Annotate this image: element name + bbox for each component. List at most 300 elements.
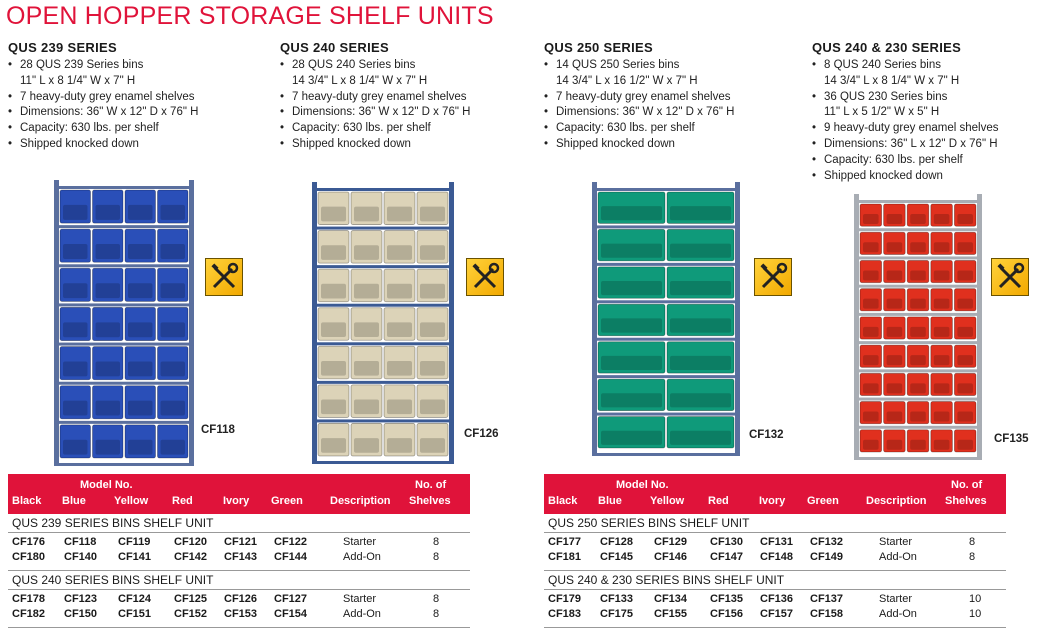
bin-front-opening bbox=[934, 412, 950, 422]
table-cell: CF134 bbox=[654, 593, 688, 605]
table-cell: 8 bbox=[433, 593, 440, 605]
table-cell: CF152 bbox=[174, 608, 208, 620]
spec-item bbox=[812, 153, 1062, 169]
table-cell: CF179 bbox=[548, 593, 582, 605]
spec-item bbox=[8, 58, 258, 90]
bin-front-opening bbox=[670, 431, 731, 445]
bin-front-opening bbox=[128, 244, 153, 259]
spec-line: 14 3/4" L x 8 1/4" W x 7" H bbox=[824, 74, 960, 87]
series-block-239 bbox=[8, 40, 258, 153]
table-cell: 8 bbox=[433, 551, 440, 563]
shelf-board bbox=[854, 313, 982, 316]
bin-front-opening bbox=[910, 299, 926, 309]
column-header-green: Green bbox=[271, 495, 303, 507]
bin-front-opening bbox=[354, 245, 379, 260]
bin-front-opening bbox=[354, 207, 379, 222]
column-header-yellow: Yellow bbox=[650, 495, 685, 507]
bin-front-opening bbox=[601, 356, 662, 370]
bin-front-opening bbox=[887, 299, 903, 309]
shelf-board bbox=[54, 186, 194, 189]
bin-front-opening bbox=[863, 440, 879, 450]
bin-front-opening bbox=[96, 205, 121, 220]
spec-item bbox=[8, 137, 258, 153]
bin-front-opening bbox=[63, 244, 88, 259]
model-table-left bbox=[8, 474, 470, 628]
bin-front-opening bbox=[957, 214, 973, 224]
shelf-board bbox=[592, 300, 740, 303]
spec-line: • Dimensions: 36" L x 12" D x 76" H bbox=[824, 137, 998, 150]
bin-front-opening bbox=[420, 207, 445, 222]
spec-line: • 8 QUS 240 Series bins bbox=[824, 59, 941, 71]
spec-line: • 28 QUS 239 Series bins bbox=[20, 59, 144, 71]
spec-line: • Capacity: 630 lbs. per shelf bbox=[824, 153, 963, 166]
spec-line: • Capacity: 630 lbs. per shelf bbox=[292, 122, 431, 135]
table-cell: CF151 bbox=[118, 608, 152, 620]
bin-front-opening bbox=[601, 318, 662, 332]
bin-front-opening bbox=[420, 361, 445, 376]
column-header-ivory: Ivory bbox=[759, 495, 786, 507]
section-divider bbox=[544, 622, 1006, 628]
bin-front-opening bbox=[601, 393, 662, 407]
series-block-240 bbox=[280, 40, 530, 153]
column-header-red: Red bbox=[708, 495, 729, 507]
bin-front-opening bbox=[934, 270, 950, 280]
bin-front-opening bbox=[934, 214, 950, 224]
spec-line: • 36 QUS 230 Series bins bbox=[824, 90, 948, 103]
table-cell: Starter bbox=[879, 536, 913, 548]
spec-list bbox=[8, 58, 258, 153]
spec-item bbox=[812, 58, 1062, 90]
shelf-board bbox=[312, 304, 454, 307]
bin-front-opening bbox=[601, 244, 662, 258]
column-header-no-of: No. of bbox=[951, 479, 983, 491]
spec-item bbox=[280, 90, 530, 106]
column-header-ivory: Ivory bbox=[223, 495, 250, 507]
shelf-board bbox=[854, 200, 982, 203]
bin-front-opening bbox=[96, 283, 121, 298]
shelf-board bbox=[854, 398, 982, 401]
table-cell: CF146 bbox=[654, 551, 688, 563]
bin-front-opening bbox=[387, 245, 412, 260]
series-heading: QUS 240 & 230 SERIES bbox=[812, 40, 962, 55]
shelf-board bbox=[312, 265, 454, 268]
spec-item bbox=[280, 58, 530, 90]
bin-front-opening bbox=[354, 361, 379, 376]
bin-front-opening bbox=[420, 322, 445, 337]
bin-front-opening bbox=[354, 438, 379, 453]
bin-front-opening bbox=[63, 401, 88, 416]
section-title: QUS 240 & 230 SERIES BINS SHELF UNIT bbox=[544, 571, 1006, 590]
table-cell: CF125 bbox=[174, 593, 208, 605]
bin-front-opening bbox=[887, 440, 903, 450]
shelf-board bbox=[54, 421, 194, 424]
bin-front-opening bbox=[957, 327, 973, 337]
shelf-board bbox=[312, 342, 454, 345]
bin-front-opening bbox=[354, 322, 379, 337]
spec-item bbox=[8, 105, 258, 121]
spec-line: • Dimensions: 36" W x 12" D x 76" H bbox=[20, 106, 199, 119]
table-cell: CF143 bbox=[224, 551, 258, 563]
bin-front-opening bbox=[863, 242, 879, 252]
column-header-blue: Blue bbox=[598, 495, 622, 507]
table-cell: CF157 bbox=[760, 608, 794, 620]
bin-front-opening bbox=[957, 270, 973, 280]
spec-line: • 7 heavy-duty grey enamel shelves bbox=[292, 90, 467, 103]
shelf-board bbox=[592, 413, 740, 416]
bin-front-opening bbox=[161, 440, 186, 455]
bin-front-opening bbox=[957, 440, 973, 450]
table-cell: CF158 bbox=[810, 608, 844, 620]
column-header-description: Description bbox=[330, 495, 391, 507]
bin-front-opening bbox=[63, 361, 88, 376]
spec-line: • Shipped knocked down bbox=[292, 137, 411, 150]
table-cell: CF141 bbox=[118, 551, 152, 563]
bin-front-opening bbox=[420, 400, 445, 415]
table-cell: CF149 bbox=[810, 551, 844, 563]
bin-front-opening bbox=[670, 393, 731, 407]
table-cell: CF181 bbox=[548, 551, 582, 563]
spec-line: 11" L x 5 1/2" W x 5" H bbox=[824, 106, 940, 119]
bin-front-opening bbox=[910, 270, 926, 280]
table-cell: CF121 bbox=[224, 536, 258, 548]
spec-line: • 7 heavy-duty grey enamel shelves bbox=[556, 90, 731, 103]
table-cell: CF126 bbox=[224, 593, 258, 605]
section-divider bbox=[8, 622, 470, 628]
bin-front-opening bbox=[96, 401, 121, 416]
table-cell: CF129 bbox=[654, 536, 688, 548]
spec-item bbox=[812, 169, 1062, 185]
bin-front-opening bbox=[601, 206, 662, 220]
shelf-board bbox=[54, 463, 194, 466]
shelf-board bbox=[854, 341, 982, 344]
spec-item bbox=[812, 121, 1062, 137]
shelf-board bbox=[592, 263, 740, 266]
bin-front-opening bbox=[957, 242, 973, 252]
bin-front-opening bbox=[128, 361, 153, 376]
spec-item bbox=[544, 58, 794, 90]
table-cell: CF132 bbox=[810, 536, 844, 548]
table-cell: CF182 bbox=[12, 608, 46, 620]
table-cell: Starter bbox=[343, 536, 377, 548]
bin-front-opening bbox=[128, 401, 153, 416]
shelf-post bbox=[977, 194, 982, 460]
column-header-red: Red bbox=[172, 495, 193, 507]
bin-front-opening bbox=[863, 412, 879, 422]
table-cell: CF177 bbox=[548, 536, 582, 548]
bin-front-opening bbox=[420, 284, 445, 299]
spec-line: • 14 QUS 250 Series bins bbox=[556, 59, 680, 71]
table-row bbox=[544, 550, 1006, 565]
bin-front-opening bbox=[887, 383, 903, 393]
spec-item bbox=[544, 137, 794, 153]
section-title: QUS 239 SERIES BINS SHELF UNIT bbox=[8, 514, 470, 533]
bin-front-opening bbox=[387, 438, 412, 453]
page-title: OPEN HOPPER STORAGE SHELF UNITS bbox=[6, 2, 494, 30]
bin-front-opening bbox=[321, 284, 346, 299]
bin-front-opening bbox=[63, 322, 88, 337]
column-header-green: Green bbox=[807, 495, 839, 507]
shelf-board bbox=[854, 457, 982, 460]
table-header bbox=[544, 474, 1006, 514]
section-title: QUS 250 SERIES BINS SHELF UNIT bbox=[544, 514, 1006, 533]
bin-front-opening bbox=[887, 270, 903, 280]
bin-front-opening bbox=[670, 244, 731, 258]
table-cell: CF145 bbox=[600, 551, 634, 563]
table-cell: CF122 bbox=[274, 536, 308, 548]
table-cell: Starter bbox=[343, 593, 377, 605]
spec-line: 14 3/4" L x 8 1/4" W x 7" H bbox=[292, 74, 428, 87]
table-cell: 8 bbox=[969, 536, 976, 548]
bin-front-opening bbox=[957, 299, 973, 309]
shelf-board bbox=[54, 382, 194, 385]
shelf-board bbox=[312, 419, 454, 422]
bin-front-opening bbox=[910, 440, 926, 450]
table-cell: CF133 bbox=[600, 593, 634, 605]
spec-line: • 7 heavy-duty grey enamel shelves bbox=[20, 90, 195, 103]
table-cell: 8 bbox=[969, 551, 976, 563]
bin-front-opening bbox=[934, 242, 950, 252]
shelf-board bbox=[592, 338, 740, 341]
bin-front-opening bbox=[161, 401, 186, 416]
table-cell: CF153 bbox=[224, 608, 258, 620]
spec-line: • Dimensions: 36" W x 12" D x 76" H bbox=[292, 106, 471, 119]
shelf-board bbox=[312, 227, 454, 230]
shelf-unit-image-239 bbox=[54, 180, 194, 466]
bin-front-opening bbox=[63, 440, 88, 455]
bin-front-opening bbox=[957, 412, 973, 422]
shelf-board bbox=[854, 369, 982, 372]
spec-line: • Capacity: 630 lbs. per shelf bbox=[556, 122, 695, 135]
bin-front-opening bbox=[387, 207, 412, 222]
shelf-unit-image-240 bbox=[312, 182, 454, 464]
spec-item bbox=[8, 121, 258, 137]
spec-line: 14 3/4" L x 16 1/2" W x 7" H bbox=[556, 74, 698, 87]
bin-front-opening bbox=[957, 355, 973, 365]
bin-front-opening bbox=[601, 431, 662, 445]
bin-front-opening bbox=[910, 214, 926, 224]
table-cell: CF124 bbox=[118, 593, 152, 605]
shelf-board bbox=[54, 225, 194, 228]
bin-front-opening bbox=[910, 355, 926, 365]
bin-front-opening bbox=[354, 400, 379, 415]
bin-front-opening bbox=[387, 284, 412, 299]
bin-front-opening bbox=[601, 281, 662, 295]
bin-front-opening bbox=[420, 245, 445, 260]
spec-item bbox=[544, 90, 794, 106]
shelf-board bbox=[592, 375, 740, 378]
bin-front-opening bbox=[670, 206, 731, 220]
table-cell: 10 bbox=[969, 593, 982, 605]
table-cell: CF144 bbox=[274, 551, 308, 563]
table-cell: CF128 bbox=[600, 536, 634, 548]
spec-line: • Shipped knocked down bbox=[824, 169, 943, 182]
bin-front-opening bbox=[321, 207, 346, 222]
assembly-tools-icon bbox=[466, 258, 504, 296]
table-cell: CF127 bbox=[274, 593, 308, 605]
shelf-unit-image-250 bbox=[592, 182, 740, 456]
bin-front-opening bbox=[863, 214, 879, 224]
shelf-board bbox=[54, 264, 194, 267]
spec-line: • Dimensions: 36" W x 12" D x 76" H bbox=[556, 106, 735, 119]
table-cell: CF137 bbox=[810, 593, 844, 605]
shelf-board bbox=[592, 225, 740, 228]
bin-front-opening bbox=[161, 283, 186, 298]
table-cell: CF131 bbox=[760, 536, 794, 548]
column-header-shelves: Shelves bbox=[945, 495, 987, 507]
bin-front-opening bbox=[887, 327, 903, 337]
table-cell: 8 bbox=[433, 608, 440, 620]
bin-front-opening bbox=[321, 322, 346, 337]
spec-line: • 28 QUS 240 Series bins bbox=[292, 59, 416, 71]
bin-front-opening bbox=[887, 214, 903, 224]
column-header-model-no: Model No. bbox=[616, 479, 669, 491]
bin-front-opening bbox=[161, 205, 186, 220]
bin-front-opening bbox=[161, 244, 186, 259]
shelf-board bbox=[854, 228, 982, 231]
bin-front-opening bbox=[863, 327, 879, 337]
shelf-board bbox=[592, 453, 740, 456]
table-row bbox=[544, 535, 1006, 550]
table-cell: CF175 bbox=[600, 608, 634, 620]
spec-item bbox=[812, 90, 1062, 122]
assembly-tools-icon bbox=[205, 258, 243, 296]
table-cell: CF135 bbox=[710, 593, 744, 605]
table-row bbox=[544, 592, 1006, 607]
table-cell: CF123 bbox=[64, 593, 98, 605]
bin-front-opening bbox=[321, 400, 346, 415]
bin-front-opening bbox=[910, 242, 926, 252]
bin-front-opening bbox=[934, 383, 950, 393]
table-cell: 8 bbox=[433, 536, 440, 548]
table-cell: CF148 bbox=[760, 551, 794, 563]
column-header-shelves: Shelves bbox=[409, 495, 451, 507]
series-heading: QUS 240 SERIES bbox=[280, 40, 389, 55]
bin-front-opening bbox=[863, 355, 879, 365]
spec-item bbox=[812, 137, 1062, 153]
bin-front-opening bbox=[957, 383, 973, 393]
table-cell: Starter bbox=[879, 593, 913, 605]
table-cell: CF183 bbox=[548, 608, 582, 620]
table-cell: Add-On bbox=[879, 608, 917, 620]
bin-front-opening bbox=[63, 283, 88, 298]
bin-front-opening bbox=[910, 412, 926, 422]
column-header-black: Black bbox=[548, 495, 578, 507]
bin-front-opening bbox=[321, 438, 346, 453]
series-block-240-230 bbox=[812, 40, 1062, 184]
shelf-post bbox=[854, 194, 859, 460]
table-cell: CF147 bbox=[710, 551, 744, 563]
section-title: QUS 240 SERIES BINS SHELF UNIT bbox=[8, 571, 470, 590]
spec-item bbox=[544, 121, 794, 137]
table-cell: CF154 bbox=[274, 608, 308, 620]
bin-front-opening bbox=[887, 242, 903, 252]
bin-front-opening bbox=[670, 356, 731, 370]
table-row bbox=[544, 607, 1006, 622]
spec-line: 11" L x 8 1/4" W x 7" H bbox=[20, 74, 136, 87]
series-block-250 bbox=[544, 40, 794, 153]
bin-front-opening bbox=[670, 318, 731, 332]
table-cell: CF176 bbox=[12, 536, 46, 548]
table-cell: CF130 bbox=[710, 536, 744, 548]
table-row bbox=[8, 592, 470, 607]
bin-front-opening bbox=[321, 245, 346, 260]
spec-line: • Capacity: 630 lbs. per shelf bbox=[20, 122, 159, 135]
series-heading: QUS 239 SERIES bbox=[8, 40, 117, 55]
table-cell: CF180 bbox=[12, 551, 46, 563]
column-header-description: Description bbox=[866, 495, 927, 507]
bin-front-opening bbox=[128, 283, 153, 298]
product-code-label: CF132 bbox=[749, 429, 784, 441]
shelf-board bbox=[312, 461, 454, 464]
table-cell: CF136 bbox=[760, 593, 794, 605]
table-row bbox=[8, 535, 470, 550]
bin-front-opening bbox=[96, 440, 121, 455]
bin-front-opening bbox=[128, 322, 153, 337]
bin-front-opening bbox=[934, 440, 950, 450]
bin-front-opening bbox=[420, 438, 445, 453]
product-code-label: CF118 bbox=[201, 424, 235, 436]
table-cell: Add-On bbox=[343, 608, 381, 620]
table-cell: CF156 bbox=[710, 608, 744, 620]
bin-front-opening bbox=[910, 383, 926, 393]
product-code-label: CF135 bbox=[994, 433, 1029, 445]
spec-item bbox=[280, 137, 530, 153]
table-cell: CF119 bbox=[118, 536, 151, 548]
series-heading: QUS 250 SERIES bbox=[544, 40, 653, 55]
spec-line: • Shipped knocked down bbox=[556, 137, 675, 150]
shelf-board bbox=[592, 188, 740, 191]
bin-front-opening bbox=[96, 361, 121, 376]
table-cell: CF118 bbox=[64, 536, 97, 548]
table-cell: CF142 bbox=[174, 551, 208, 563]
spec-line: • Shipped knocked down bbox=[20, 137, 139, 150]
spec-item bbox=[8, 90, 258, 106]
bin-front-opening bbox=[863, 299, 879, 309]
column-header-blue: Blue bbox=[62, 495, 86, 507]
bin-front-opening bbox=[863, 383, 879, 393]
table-header bbox=[8, 474, 470, 514]
bin-front-opening bbox=[161, 322, 186, 337]
table-cell: CF140 bbox=[64, 551, 98, 563]
shelf-board bbox=[54, 343, 194, 346]
shelf-board bbox=[854, 256, 982, 259]
bin-front-opening bbox=[96, 322, 121, 337]
bin-front-opening bbox=[387, 322, 412, 337]
bin-front-opening bbox=[387, 361, 412, 376]
shelf-board bbox=[312, 188, 454, 191]
bin-front-opening bbox=[934, 327, 950, 337]
bin-front-opening bbox=[321, 361, 346, 376]
bin-front-opening bbox=[670, 281, 731, 295]
table-cell: Add-On bbox=[343, 551, 381, 563]
spec-item bbox=[280, 105, 530, 121]
spec-line: • 9 heavy-duty grey enamel shelves bbox=[824, 122, 999, 135]
shelf-unit-image-240-230 bbox=[854, 194, 982, 460]
column-header-yellow: Yellow bbox=[114, 495, 149, 507]
shelf-board bbox=[54, 303, 194, 306]
shelf-board bbox=[854, 426, 982, 429]
bin-front-opening bbox=[887, 355, 903, 365]
bin-front-opening bbox=[128, 205, 153, 220]
spec-item bbox=[280, 121, 530, 137]
table-cell: CF150 bbox=[64, 608, 98, 620]
table-cell: Add-On bbox=[879, 551, 917, 563]
table-cell: CF120 bbox=[174, 536, 208, 548]
bin-front-opening bbox=[887, 412, 903, 422]
column-header-model-no: Model No. bbox=[80, 479, 133, 491]
bin-front-opening bbox=[387, 400, 412, 415]
assembly-tools-icon bbox=[991, 258, 1029, 296]
